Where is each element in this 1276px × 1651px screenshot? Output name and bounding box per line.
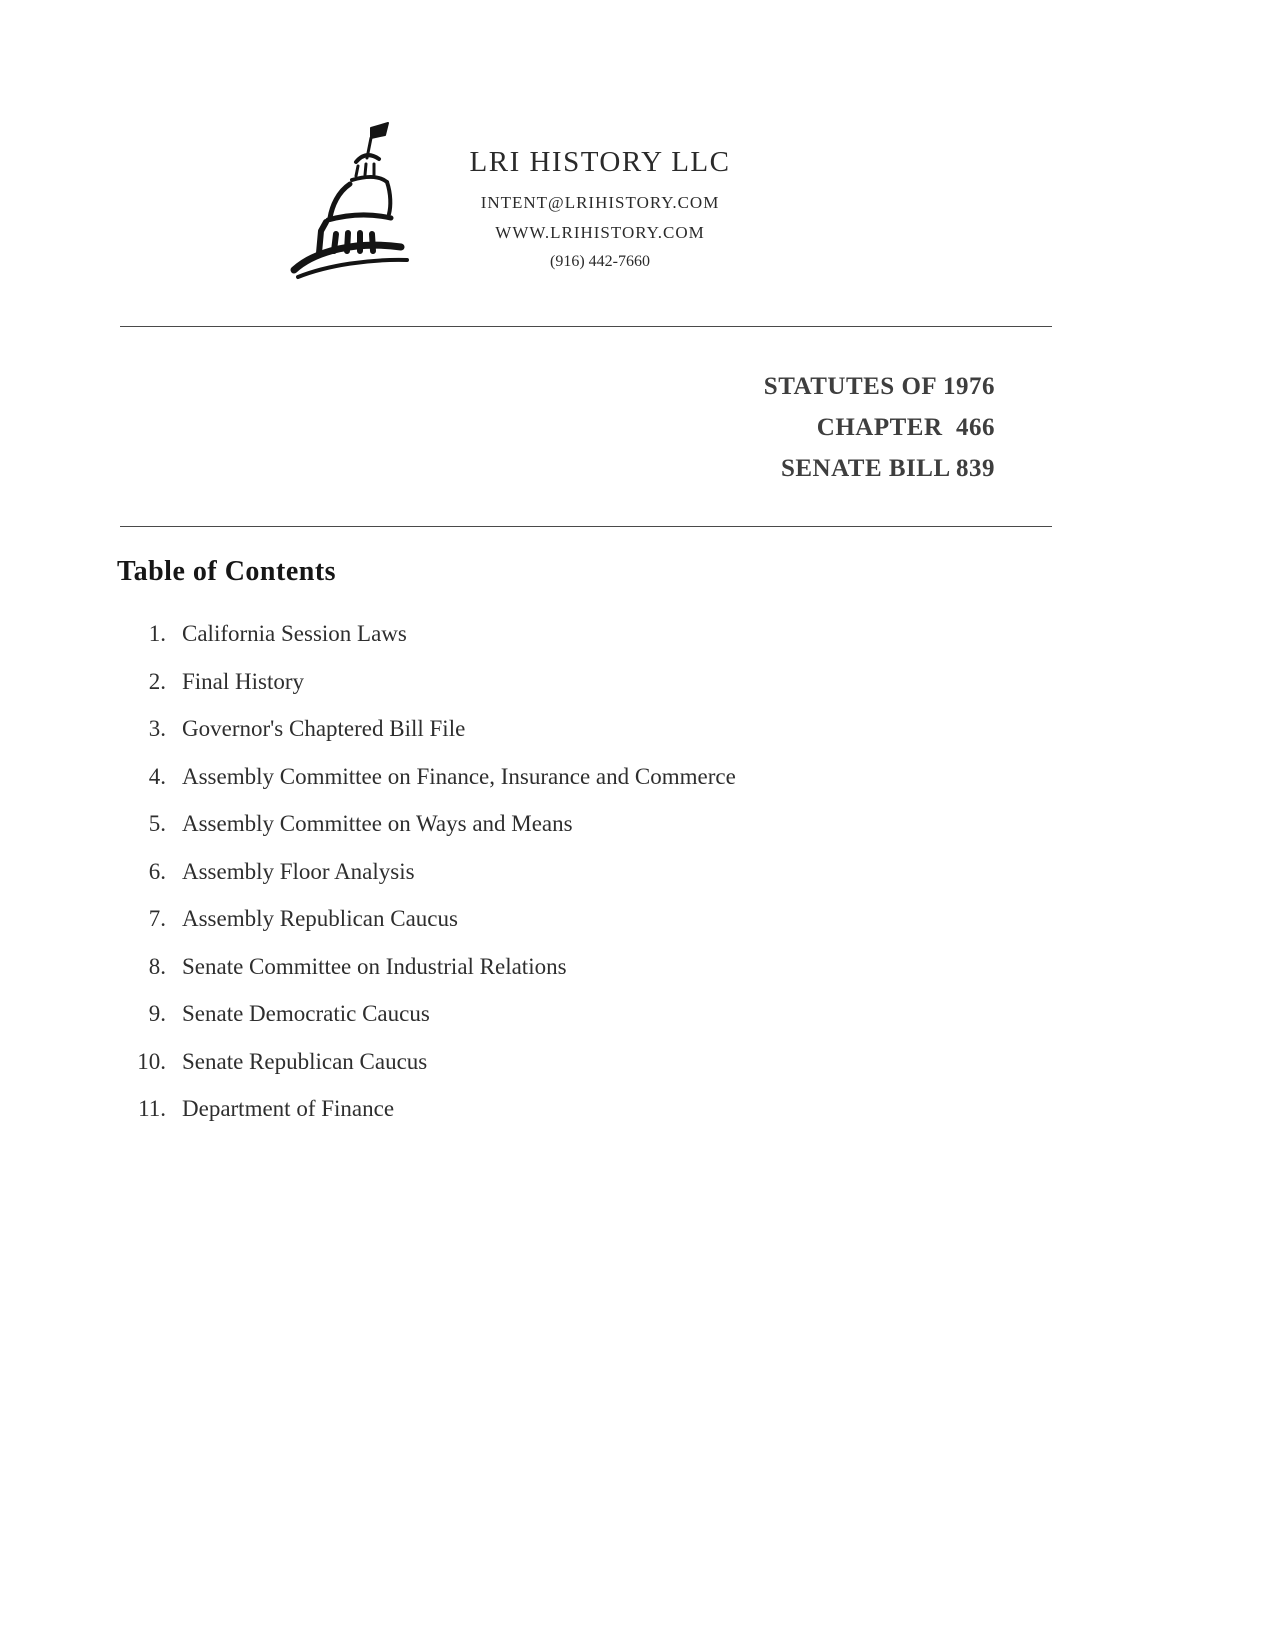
toc-item bbox=[118, 907, 736, 931]
divider-bottom bbox=[120, 526, 1052, 527]
toc-title: Table of Contents bbox=[117, 556, 337, 587]
toc-item-label: Assembly Committee on Ways and Means bbox=[182, 811, 573, 836]
toc-item-number: 6. bbox=[148, 858, 166, 884]
toc-item bbox=[118, 1002, 736, 1026]
senate-bill-line: SENATE BILL 839 bbox=[780, 455, 995, 482]
toc-item bbox=[118, 1097, 736, 1121]
email-text: INTENT@LRIHISTORY.COM bbox=[480, 193, 720, 212]
toc-item-label: California Session Laws bbox=[182, 621, 407, 646]
toc-item-label: Senate Democratic Caucus bbox=[182, 1001, 430, 1026]
toc-item-number: 8. bbox=[148, 953, 166, 979]
toc-item-label: Governor's Chaptered Bill File bbox=[182, 716, 466, 741]
chapter-line: CHAPTER 466 bbox=[816, 414, 995, 441]
phone-text: (916) 442-7660 bbox=[550, 253, 650, 270]
toc-item bbox=[118, 1050, 736, 1074]
toc-item bbox=[118, 955, 736, 979]
toc-item-number: 2. bbox=[148, 668, 166, 694]
letterhead-text bbox=[380, 146, 820, 271]
toc-item-number: 3. bbox=[148, 716, 166, 741]
toc-item bbox=[118, 670, 736, 694]
company-name: LRI HISTORY LLC bbox=[469, 146, 731, 178]
toc-item bbox=[118, 860, 736, 884]
toc-item-number: 9. bbox=[148, 1001, 166, 1026]
toc-item-label: Senate Committee on Industrial Relations bbox=[182, 953, 567, 979]
toc-item-label: Senate Republican Caucus bbox=[182, 1048, 428, 1074]
toc-item-label: Final History bbox=[182, 668, 305, 694]
toc-item-label: Assembly Republican Caucus bbox=[182, 906, 458, 931]
toc-item bbox=[118, 765, 736, 789]
table-of-contents bbox=[118, 622, 736, 1145]
toc-item-label: Department of Finance bbox=[182, 1096, 395, 1121]
toc-item-number: 11. bbox=[138, 1096, 166, 1121]
toc-item-number: 10. bbox=[137, 1048, 166, 1074]
statute-reference bbox=[764, 366, 995, 489]
statutes-line: STATUTES OF 1976 bbox=[763, 373, 995, 400]
website-text: WWW.LRIHISTORY.COM bbox=[495, 223, 705, 242]
toc-item-number: 7. bbox=[148, 906, 166, 931]
toc-item-label: Assembly Committee on Finance, Insurance and Commerce bbox=[182, 763, 736, 789]
toc-item-number: 4. bbox=[148, 763, 166, 789]
divider-top bbox=[120, 326, 1052, 327]
toc-item-number: 1. bbox=[148, 621, 166, 646]
toc-item bbox=[118, 812, 736, 836]
toc-item bbox=[118, 622, 736, 646]
toc-item-label: Assembly Floor Analysis bbox=[182, 858, 415, 884]
toc-item bbox=[118, 717, 736, 741]
toc-item-number: 5. bbox=[148, 811, 166, 836]
